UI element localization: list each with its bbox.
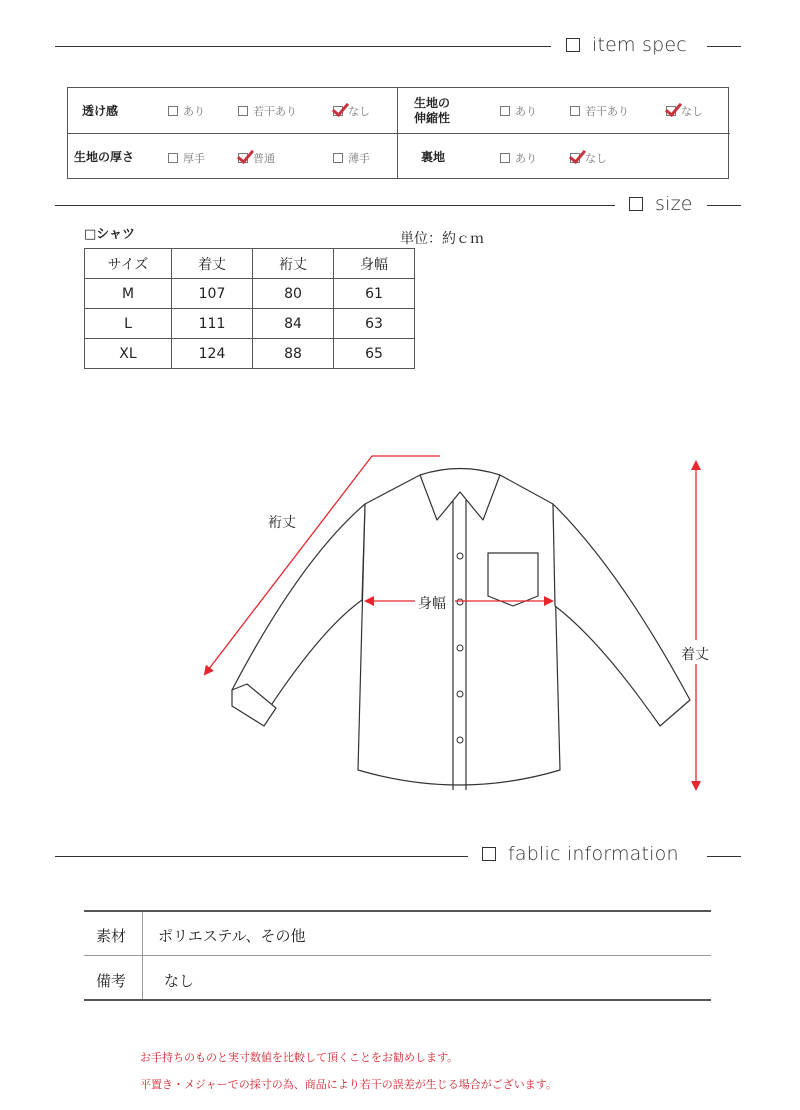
size-table-caption: □シャツ: [84, 227, 136, 242]
cell-sleeve: 88: [253, 339, 334, 369]
option-thickness-thick: 厚手: [168, 150, 205, 166]
item-spec-rule-right: [707, 46, 741, 47]
size-unit: 単位：約ｃｍ: [400, 231, 484, 247]
notice-measurement: 平置き・メジャーでの採寸の為、商品により若干の誤差が生じる場合がございます。: [140, 1078, 557, 1091]
square-icon: [629, 197, 643, 211]
spec-label-stretch-line1: 生地の: [414, 96, 451, 110]
checkbox-icon: [570, 153, 580, 163]
cell-size: XL: [85, 339, 172, 369]
option-thickness-normal: 普通: [238, 150, 275, 166]
option-lining-yes: あり: [500, 150, 537, 166]
cell-length: 111: [172, 309, 253, 339]
size-rule-right: [707, 205, 741, 206]
checkbox-icon: [333, 106, 343, 116]
spec-label-transparency: 透け感: [82, 104, 119, 118]
cell-sleeve: 80: [253, 279, 334, 309]
square-icon: [482, 847, 496, 861]
cell-length: 107: [172, 279, 253, 309]
option-stretch-none: なし: [666, 103, 703, 119]
checkbox-icon: [238, 153, 248, 163]
fabric-value-remarks: なし: [164, 972, 195, 990]
size-table-header: [85, 249, 415, 279]
option-transparency-slight: 若干あり: [238, 103, 297, 119]
cell-size: L: [85, 309, 172, 339]
fabric-table-bottom: [84, 999, 711, 1001]
option-transparency-yes: あり: [168, 103, 205, 119]
size-rule-left: [55, 205, 615, 206]
table-row: [85, 309, 415, 339]
checkbox-icon: [500, 153, 510, 163]
fabric-table-mid: [84, 955, 711, 956]
body-width-label: 身幅: [418, 593, 446, 613]
spec-label-thickness: 生地の厚さ: [74, 150, 135, 164]
table-row: [85, 339, 415, 369]
item-spec-heading: item spec: [566, 34, 687, 56]
option-stretch-slight: 若干あり: [570, 103, 629, 119]
body-length-label: 着丈: [681, 647, 709, 663]
fabric-table-top: [84, 910, 711, 912]
cell-width: 63: [334, 309, 415, 339]
header-width: 身幅: [334, 249, 415, 279]
cell-width: 65: [334, 339, 415, 369]
cell-width: 61: [334, 279, 415, 309]
fabric-heading: fablic information: [482, 843, 679, 865]
checkbox-icon: [168, 106, 178, 116]
fabric-rule-right: [707, 856, 741, 857]
notice-compare: お手持ちのものと実寸数値を比較して頂くことをお勧めします。: [140, 1051, 459, 1064]
shirt-diagram: [0, 440, 800, 820]
spec-row-divider: [68, 133, 730, 134]
option-lining-none: なし: [570, 150, 607, 166]
fabric-column-divider: [142, 912, 143, 999]
size-heading: size: [629, 193, 693, 215]
checkbox-icon: [500, 106, 510, 116]
fabric-rule-left: [55, 856, 468, 857]
option-stretch-yes: あり: [500, 103, 537, 119]
spec-label-lining: 裏地: [421, 150, 446, 164]
spec-label-stretch: [414, 96, 450, 126]
fabric-value-material: ポリエステル、その他: [158, 927, 306, 945]
spec-label-stretch-line2: 伸縮性: [414, 111, 451, 125]
option-thickness-thin: 薄手: [333, 150, 370, 166]
checkbox-icon: [238, 106, 248, 116]
cell-size: M: [85, 279, 172, 309]
checkbox-icon: [570, 106, 580, 116]
spec-column-divider: [397, 88, 398, 178]
sleeve-length-label: 裄丈: [268, 515, 296, 531]
checkbox-icon: [666, 106, 676, 116]
header-sleeve: 裄丈: [253, 249, 334, 279]
cell-length: 124: [172, 339, 253, 369]
option-transparency-none: なし: [333, 103, 370, 119]
square-icon: [566, 38, 580, 52]
table-row: [85, 279, 415, 309]
header-size: サイズ: [85, 249, 172, 279]
fabric-label-remarks: 備考: [96, 972, 127, 990]
item-spec-rule-left: [55, 46, 551, 47]
cell-sleeve: 84: [253, 309, 334, 339]
size-table: [84, 248, 415, 369]
header-length: 着丈: [172, 249, 253, 279]
item-spec-table: [67, 87, 729, 179]
checkbox-icon: [333, 153, 343, 163]
checkbox-icon: [168, 153, 178, 163]
fabric-label-material: 素材: [96, 927, 127, 945]
